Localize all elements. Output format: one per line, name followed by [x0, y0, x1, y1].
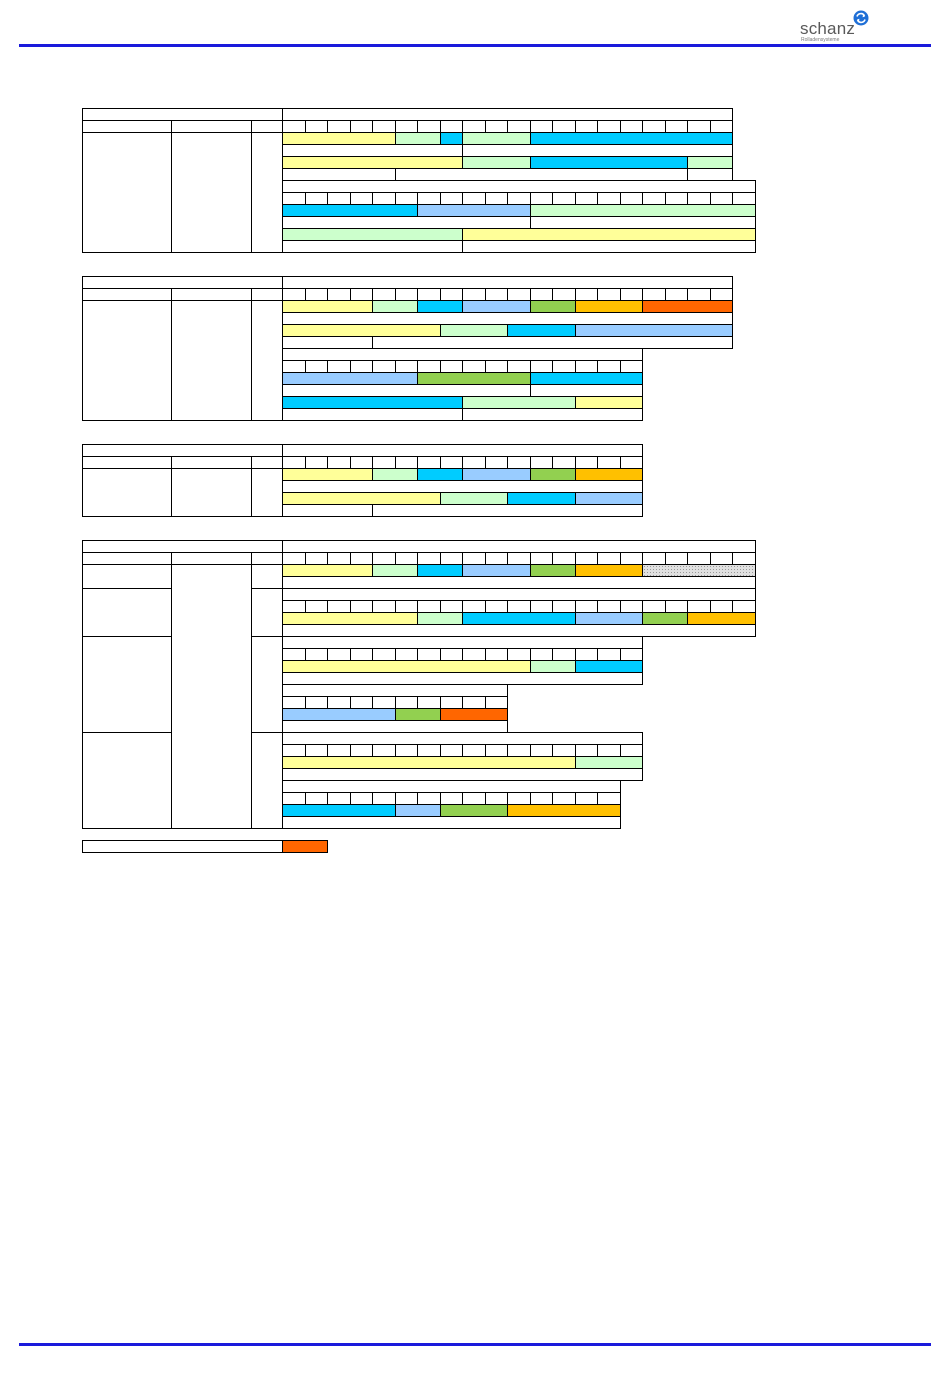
- row-label-cell: [171, 564, 252, 829]
- row-label-cell: [82, 300, 172, 421]
- timeline-empty-cell: [282, 408, 463, 421]
- row-label-cell: [171, 300, 252, 421]
- timeline-empty-cell: [282, 240, 463, 253]
- row-label-cell: [251, 732, 283, 829]
- timeline-span-row: [282, 816, 621, 829]
- row-label-cell: [82, 564, 172, 589]
- row-label-cell: [171, 132, 252, 253]
- row-label-cell: [251, 636, 283, 733]
- row-label-cell: [251, 468, 283, 517]
- timeline-empty-cell: [462, 408, 643, 421]
- row-label-cell: [251, 564, 283, 589]
- logo-tagline: Rolladensysteme: [801, 37, 840, 43]
- legend-swatch: [282, 840, 328, 853]
- timeline-empty-cell: [282, 504, 373, 517]
- row-label-cell: [171, 468, 252, 517]
- timeline-empty-cell: [372, 504, 643, 517]
- row-label-cell: [251, 588, 283, 637]
- row-label-cell: [82, 468, 172, 517]
- row-label-cell: [82, 588, 172, 637]
- legend-label-cell: [82, 840, 283, 853]
- row-label-cell: [251, 132, 283, 253]
- row-label-cell: [251, 300, 283, 421]
- row-label-cell: [82, 636, 172, 733]
- row-label-cell: [82, 732, 172, 829]
- row-label-cell: [82, 132, 172, 253]
- logo-wordmark: schanz: [800, 19, 856, 38]
- timeline-empty-cell: [462, 240, 756, 253]
